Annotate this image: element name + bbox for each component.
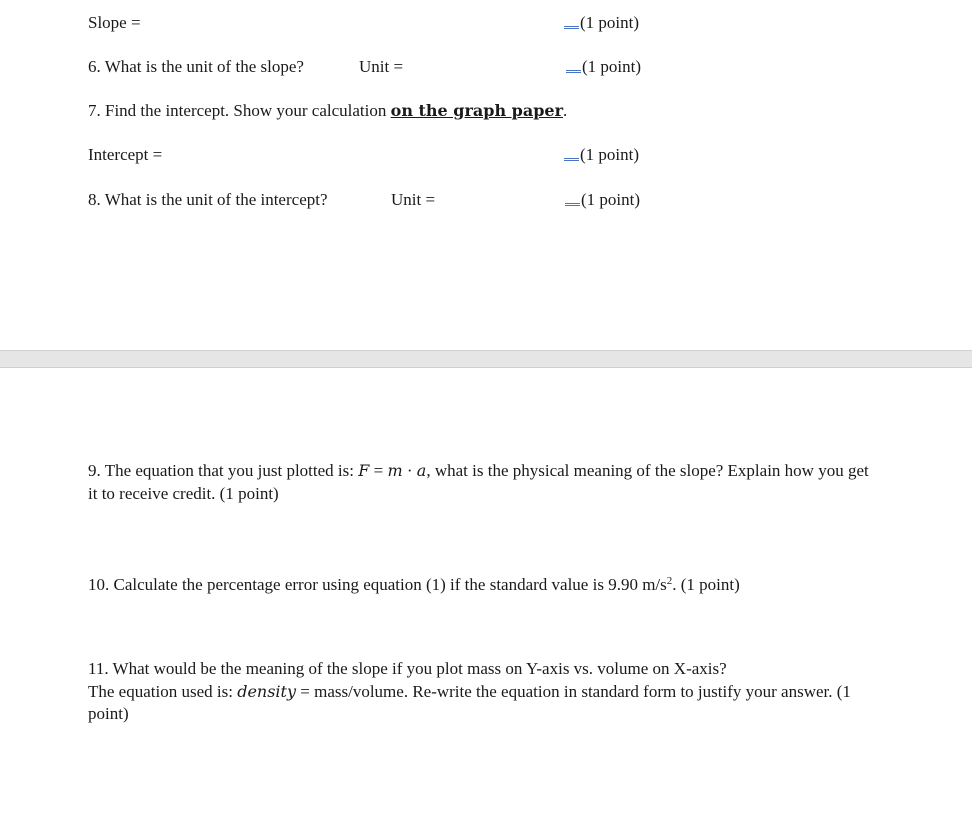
page-separator xyxy=(0,350,972,368)
q11-line-2: The equation used is: density = mass/volume. Re-write the equation in standard form to justify your answer. (1 point) xyxy=(88,681,851,723)
q11-line-1: 11. What would be the meaning of the slope if you plot mass on Y-axis vs. volume on X-axis? xyxy=(88,659,727,678)
intercept-points: (1 point) xyxy=(564,144,639,166)
q8-unit-label: Unit = xyxy=(391,190,436,209)
question-11 xyxy=(88,658,878,726)
answer-blank[interactable] xyxy=(564,144,579,161)
q8-points: (1 point) xyxy=(565,189,640,211)
question-8: 8. What is the unit of the intercept? xyxy=(88,190,328,209)
q6-points: (1 point) xyxy=(566,56,641,78)
question-10: 10. Calculate the percentage error using equation (1) if the standard value is 9.90 $m/s^2$. (1 point) xyxy=(88,575,740,594)
q6-unit-label: Unit = xyxy=(359,57,404,76)
document-page-2 xyxy=(0,368,972,834)
question-7: 7. Find the intercept. Show your calculation on the graph paper. xyxy=(88,101,568,120)
question-9: 9. The equation that you just plotted is: F = m · a, what is the physical meaning of the slope? Explain how you get it to receive credit. (1 point) xyxy=(88,461,869,503)
intercept-label: Intercept = xyxy=(88,145,163,164)
question-6: 6. What is the unit of the slope? xyxy=(88,57,304,76)
document-page-1 xyxy=(0,0,972,350)
answer-blank[interactable] xyxy=(564,12,579,29)
slope-label: Slope = xyxy=(88,13,141,32)
answer-blank[interactable] xyxy=(566,56,581,73)
graph-paper-emphasis: on the graph paper xyxy=(390,101,564,120)
slope-points: (1 point) xyxy=(564,12,639,34)
answer-blank[interactable] xyxy=(565,189,580,206)
